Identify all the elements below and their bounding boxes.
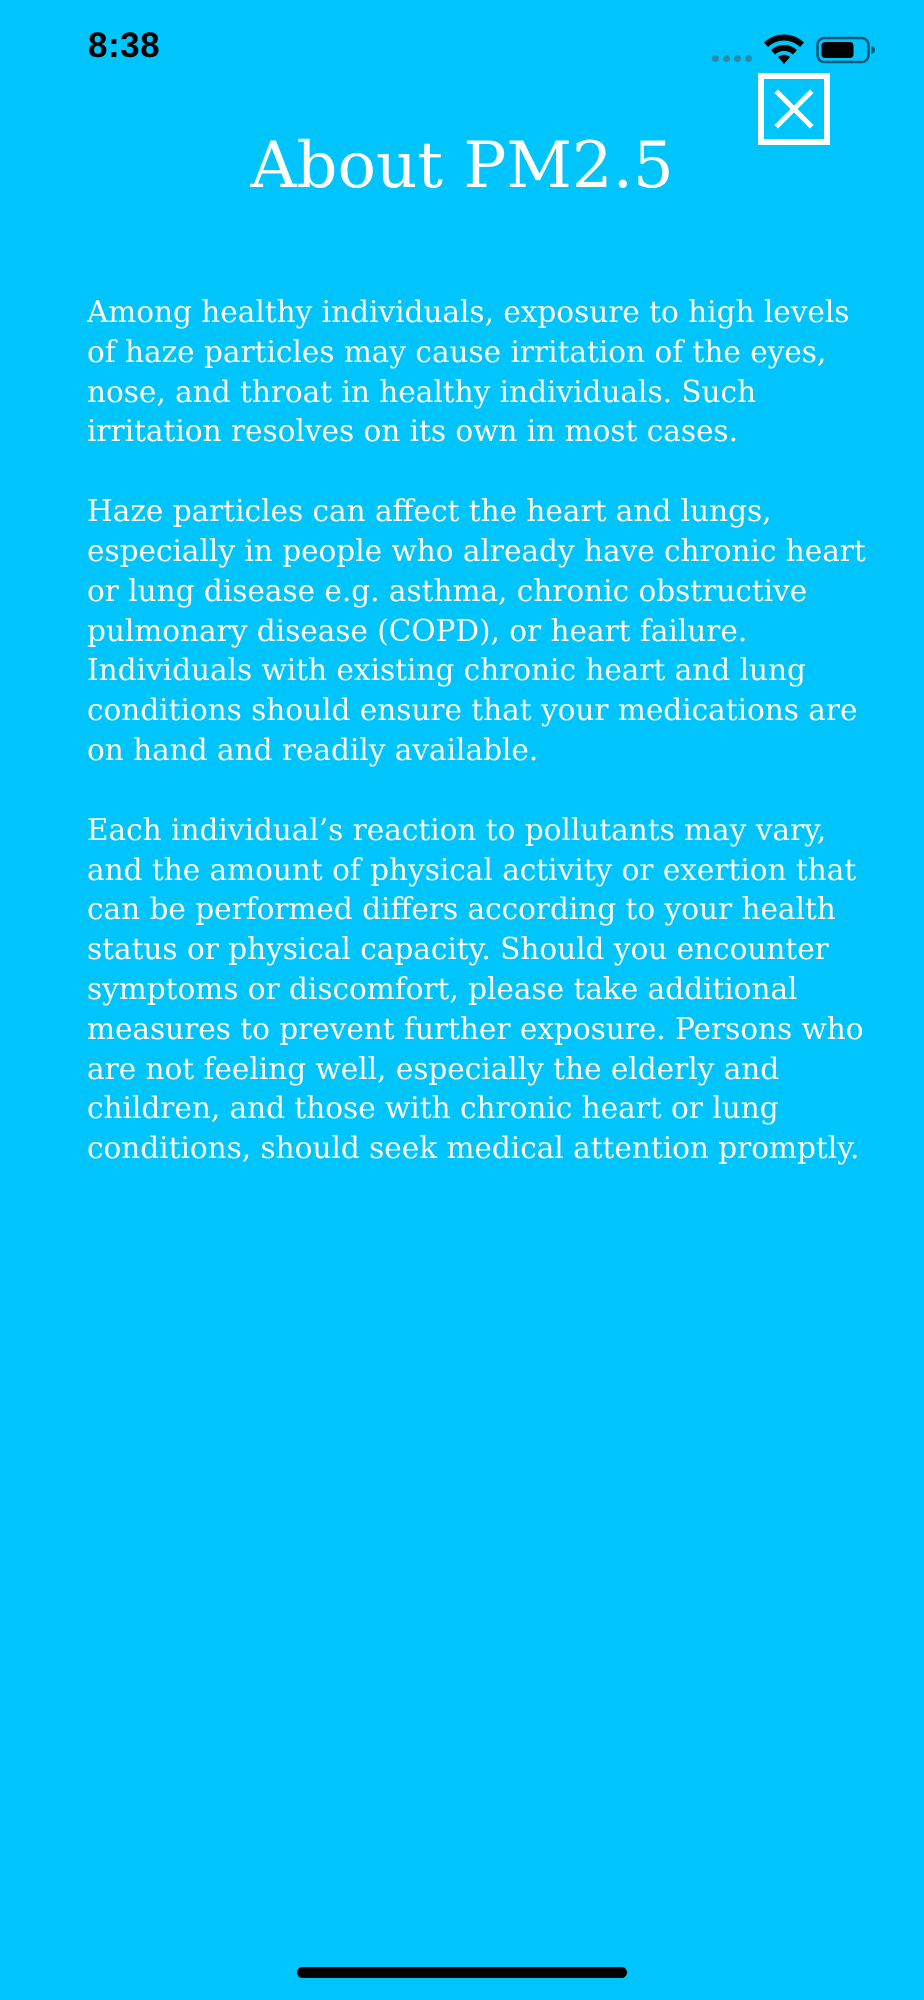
paragraph-individual-reaction: Each individual’s reaction to pollutants may vary, and the amount of physical activity or exertion that can be performed differs according to your health status or physical capacity. Should you encounter symptoms or discomfort, please take additional measures to prevent further exposure. Persons who are not feeling well, especially the elderly and children, and those with chronic heart or lung conditions, should seek medical attention promptly. xyxy=(87,812,864,1166)
close-icon xyxy=(774,89,814,129)
status-time: 8:38 xyxy=(88,26,161,65)
paragraph-healthy-individuals: Among healthy individuals, exposure to high levels of haze particles may cause irritation of the eyes, nose, and throat in healthy individuals. Such irritation resolves on its own in most cases. xyxy=(87,295,850,449)
cellular-signal-icon xyxy=(712,55,756,63)
page-title: About PM2.5 xyxy=(250,129,674,203)
paragraph-heart-and-lungs: Haze particles can affect the heart and lungs, especially in people who already have chronic heart or lung disease e.g. asthma, chronic obstructive pulmonary disease (COPD), or heart failure. Individuals with existing chronic heart and lung conditions should ensure that your medications are on hand and readily available. xyxy=(87,494,866,767)
home-indicator xyxy=(297,1967,627,1978)
battery-icon xyxy=(816,36,876,64)
content-body xyxy=(87,293,867,1209)
wifi-icon xyxy=(763,34,805,66)
